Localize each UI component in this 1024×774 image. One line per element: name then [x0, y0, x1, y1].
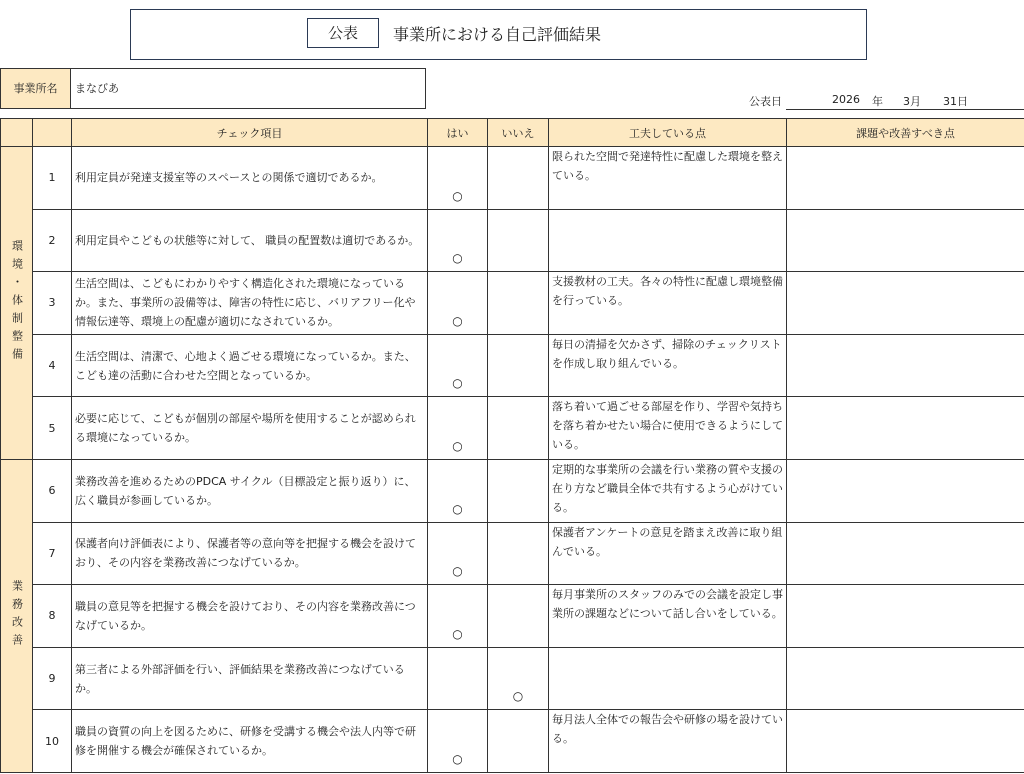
row-number: 1: [33, 147, 72, 210]
table-row: [1, 397, 1024, 460]
ingenuity-cell[interactable]: 毎月事業所のスタッフのみでの会議を設定し事業所の課題などについて話し合いをしている。: [549, 585, 787, 648]
title-box: [130, 9, 867, 60]
category-business-improvement: 業務改善: [1, 459, 33, 772]
table-row: [1, 522, 1024, 585]
facility-name-field[interactable]: まなびあ: [70, 68, 426, 109]
check-item-text: 業務改善を進めるためのPDCA サイクル（目標設定と振り返り）に、広く職員が参画しているか。: [72, 459, 428, 522]
issues-cell[interactable]: [787, 397, 1024, 460]
ingenuity-cell[interactable]: 定期的な事業所の会議を行い業務の質や支援の在り方など職員全体で共有するよう心がけている。: [549, 459, 787, 522]
issues-cell[interactable]: [787, 522, 1024, 585]
table-row: [1, 710, 1024, 773]
check-item-text: 利用定員が発達支援室等のスペースとの関係で適切であるか。: [72, 147, 428, 210]
issues-cell[interactable]: [787, 585, 1024, 648]
check-item-text: 生活空間は、清潔で、心地よく過ごせる環境になっているか。また、こども達の活動に合わせた空間となっているか。: [72, 334, 428, 397]
no-cell[interactable]: [488, 710, 549, 773]
publish-day: 31日: [943, 95, 968, 108]
header-ingenuity: 工夫している点: [549, 119, 787, 147]
row-number: 3: [33, 272, 72, 335]
issues-cell[interactable]: [787, 272, 1024, 335]
header-check-item: チェック項目: [72, 119, 428, 147]
row-number: 2: [33, 209, 72, 272]
yes-cell[interactable]: [428, 647, 488, 710]
ingenuity-cell[interactable]: 毎月法人全体での報告会や研修の場を設けている。: [549, 710, 787, 773]
publish-date-label: 公表日: [749, 95, 782, 108]
table-header-row: [1, 119, 1024, 147]
no-cell[interactable]: [488, 209, 549, 272]
evaluation-table: [0, 118, 1024, 773]
row-number: 6: [33, 459, 72, 522]
check-item-text: 保護者向け評価表により、保護者等の意向等を把握する機会を設けており、その内容を業務改善につなげているか。: [72, 522, 428, 585]
table-row: [1, 647, 1024, 710]
ingenuity-cell[interactable]: 支援教材の工夫。各々の特性に配慮し環境整備を行っている。: [549, 272, 787, 335]
header-blank-no: [33, 119, 72, 147]
yes-cell[interactable]: ○: [428, 209, 488, 272]
header-blank-cat: [1, 119, 33, 147]
yes-cell[interactable]: ○: [428, 710, 488, 773]
table-row: [1, 585, 1024, 648]
table-row: [1, 334, 1024, 397]
row-number: 10: [33, 710, 72, 773]
row-number: 9: [33, 647, 72, 710]
check-item-text: 第三者による外部評価を行い、評価結果を業務改善につなげているか。: [72, 647, 428, 710]
page-title: 事業所における自己評価結果: [393, 25, 602, 44]
publish-year-unit: 年: [872, 95, 883, 108]
yes-cell[interactable]: ○: [428, 459, 488, 522]
issues-cell[interactable]: [787, 147, 1024, 210]
no-cell[interactable]: [488, 585, 549, 648]
ingenuity-cell[interactable]: 毎日の清掃を欠かさず、掃除のチェックリストを作成し取り組んでいる。: [549, 334, 787, 397]
yes-cell[interactable]: ○: [428, 585, 488, 648]
check-item-text: 必要に応じて、こどもが個別の部屋や場所を使用することが認められる環境になっているか。: [72, 397, 428, 460]
check-item-text: 職員の意見等を把握する機会を設けており、その内容を業務改善につなげているか。: [72, 585, 428, 648]
no-cell[interactable]: [488, 147, 549, 210]
issues-cell[interactable]: [787, 647, 1024, 710]
table-row: [1, 272, 1024, 335]
ingenuity-cell[interactable]: 保護者アンケートの意見を踏まえ改善に取り組んでいる。: [549, 522, 787, 585]
row-number: 4: [33, 334, 72, 397]
yes-cell[interactable]: ○: [428, 334, 488, 397]
ingenuity-cell[interactable]: [549, 209, 787, 272]
check-item-text: 職員の資質の向上を図るために、研修を受講する機会や法人内等で研修を開催する機会が確保されているか。: [72, 710, 428, 773]
header-yes: はい: [428, 119, 488, 147]
facility-name-label: 事業所名: [0, 68, 71, 109]
row-number: 7: [33, 522, 72, 585]
no-cell[interactable]: [488, 272, 549, 335]
yes-cell[interactable]: ○: [428, 272, 488, 335]
check-item-text: 利用定員やこどもの状態等に対して、 職員の配置数は適切であるか。: [72, 209, 428, 272]
ingenuity-cell[interactable]: [549, 647, 787, 710]
no-cell[interactable]: [488, 459, 549, 522]
table-row: [1, 459, 1024, 522]
yes-cell[interactable]: ○: [428, 522, 488, 585]
issues-cell[interactable]: [787, 334, 1024, 397]
publish-month: 3月: [903, 95, 921, 108]
yes-cell[interactable]: ○: [428, 397, 488, 460]
check-item-text: 生活空間は、こどもにわかりやすく構造化された環境になっているか。また、事業所の設備等は、障害の特性に応じ、バリアフリー化や情報伝達等、環境上の配慮が適切になされているか。: [72, 272, 428, 335]
table-row: [1, 147, 1024, 210]
publish-date-underline: [786, 109, 1024, 110]
yes-cell[interactable]: ○: [428, 147, 488, 210]
no-cell[interactable]: ○: [488, 647, 549, 710]
header-issues: 課題や改善すべき点: [787, 119, 1024, 147]
ingenuity-cell[interactable]: 落ち着いて過ごせる部屋を作り、学習や気持ちを落ち着かせたい場合に使用できるようにしている。: [549, 397, 787, 460]
table-row: [1, 209, 1024, 272]
public-tag: 公表: [307, 18, 379, 48]
issues-cell[interactable]: [787, 710, 1024, 773]
header-no: いいえ: [488, 119, 549, 147]
row-number: 5: [33, 397, 72, 460]
issues-cell[interactable]: [787, 459, 1024, 522]
no-cell[interactable]: [488, 397, 549, 460]
publish-year: 2026: [832, 93, 860, 106]
ingenuity-cell[interactable]: 限られた空間で発達特性に配慮した環境を整えている。: [549, 147, 787, 210]
no-cell[interactable]: [488, 334, 549, 397]
issues-cell[interactable]: [787, 209, 1024, 272]
no-cell[interactable]: [488, 522, 549, 585]
row-number: 8: [33, 585, 72, 648]
category-environment: 環境・体制整備: [1, 147, 33, 460]
